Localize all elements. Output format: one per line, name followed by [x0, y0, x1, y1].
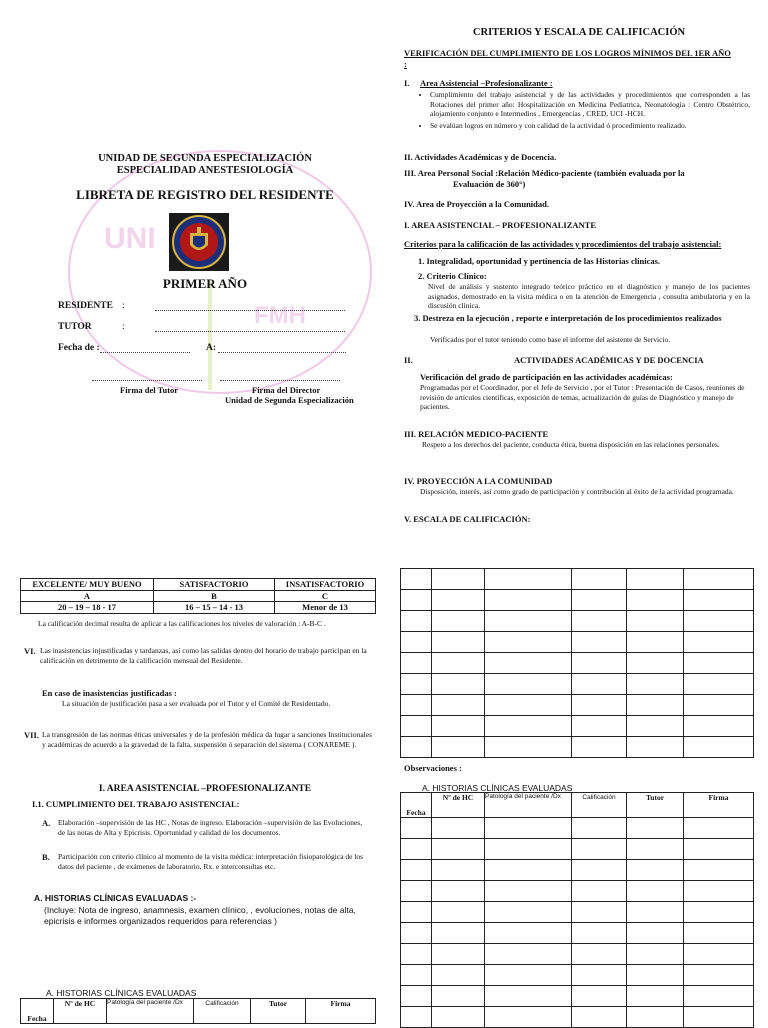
watermark-text-left: UNI	[104, 222, 156, 255]
sec-i-title: Area Asistencial –Profesionalizante :	[420, 78, 553, 88]
firma-director-label: Firma del Director	[252, 385, 321, 395]
hc-title: A. HISTORIAS CLÍNICAS EVALUADAS :-	[34, 893, 197, 903]
col-tutor-left: Tutor	[251, 999, 306, 1024]
grid-row	[401, 632, 754, 653]
col-hc-left: Nº de HC	[54, 999, 107, 1024]
cover-unit-line2: ESPECIALIDAD ANESTESIOLOGÍA	[116, 165, 294, 176]
assist-title: I. AREA ASISTENCIAL –PROFESIONALIZANTE	[98, 784, 312, 794]
sec-v-title: V. ESCALA DE CALIFICACIÓN:	[404, 514, 531, 524]
scale-note: La calificación decimal resulta de aplicar a las calificaciones los niveles de valoración : A-B-C .	[38, 619, 326, 628]
justified-text: La situación de justificación pasa a ser evaluada por el Tutor y el Comité de Residentado.	[62, 699, 331, 708]
criterion-1: 1. Integralidad, oportunidad y pertinencia de las Historias clínicas.	[418, 256, 661, 266]
table-row	[401, 986, 754, 1007]
residente-colon: :	[122, 301, 125, 311]
sec-ii-title: ACTIVIDADES ACADÉMICAS Y DE DOCENCIA	[514, 355, 704, 365]
table-row	[401, 923, 754, 944]
grid-row	[401, 611, 754, 632]
firma-tutor-line[interactable]	[92, 372, 202, 381]
item-b-label: B.	[42, 852, 50, 862]
table-row	[401, 860, 754, 881]
sec-vii-text: La transgresión de las normas éticas universales y de la profesión médica da lugar a sanciones Institucionales y académicas de acuerdo a la gravedad de la falta, suspensión ó separación del sistema ( CONAREME ).	[42, 730, 372, 749]
criterion-3: 3. Destreza en la ejecución , reporte e interpretación de los procedimientos realizados	[414, 313, 722, 323]
sec-i-bullet-2: • Se evalúan logros en número y con calidad de la actividad ó procedimiento realizado.	[430, 121, 750, 131]
scale-range-a: 20 – 19 – 18 - 17	[21, 602, 154, 614]
area-asistencial-title: I. AREA ASISTENCIAL – PROFESIONALIZANTE	[404, 220, 597, 230]
cover-year: PRIMER AÑO	[162, 276, 248, 291]
cover-unit-line1: UNIDAD DE SEGUNDA ESPECIALIZACIÓN	[98, 153, 312, 164]
criterion-2-text: Nivel de análisis y sustento integrado teórico práctico en el diagnóstico y manejo de los pacientes asignados, demostrado en la visita médica o en la atención de Emergencia , consulta ambulatoria y en la discusión clínica.	[428, 282, 750, 310]
hc-note: (Incluye: Nota de ingreso, anamnesis, examen clínico, , evoluciones, notas de alta, epicrisis e informes organizados requeridos para referencias )	[44, 905, 356, 926]
sec-ii-line: II. Actividades Académicas y de Docencia.	[404, 152, 557, 162]
sec-i-num: I.	[404, 78, 410, 88]
sec-iii-text: Respeto a los derechos del paciente, conducta ética, buena disposición en las relaciones personales.	[422, 440, 720, 449]
scale-range-c: Menor de 13	[275, 602, 376, 614]
table-row	[401, 965, 754, 986]
col-tutor-right: Tutor	[627, 793, 684, 818]
col-fecha-right: Fecha	[401, 793, 432, 818]
grid-row	[401, 716, 754, 737]
table-row	[401, 839, 754, 860]
grid-row	[401, 590, 754, 611]
sec-iii-line1: III. Area Personal Social :Relación Médico-paciente (también evaluada por la	[404, 168, 685, 178]
sec-iii-title: III. RELACIÓN MEDICO-PACIENTE	[404, 429, 549, 439]
criteria-title: CRITERIOS Y ESCALA DE CALIFICACIÓN	[472, 27, 686, 38]
col-hc-right: Nº de HC	[432, 793, 485, 818]
hc-table-left	[20, 998, 376, 1024]
scale-header-a: EXCELENTE/ MUY BUENO	[21, 579, 154, 591]
table-row	[401, 818, 754, 839]
scale-header-c: INSATISFACTORIO	[275, 579, 376, 591]
table-row	[401, 1007, 754, 1028]
criterion-3-text: Verificados por el tutor teniendo como base el informe del asistente de Servicio.	[430, 335, 671, 344]
watermark-staff	[208, 280, 212, 390]
table-row	[401, 902, 754, 923]
tutor-field[interactable]	[155, 321, 345, 332]
col-cal-left: Calificación	[194, 999, 251, 1024]
grid-row	[401, 569, 754, 590]
justified-title: En caso de inasistencias justificadas :	[42, 688, 177, 698]
col-pat-left: Patología del paciente /Dx	[107, 999, 194, 1024]
cover-title: LIBRETA DE REGISTRO DEL RESIDENTE	[76, 187, 334, 202]
tutor-label: TUTOR	[58, 322, 92, 332]
sec-vi-text: Las inasistencias injustificadas y tardanzas, así como las salidas dentro del horario de trabajo participan en la calificación en detrimento de la calificación mensual del Residente.	[40, 646, 367, 665]
sec-i-bullets	[418, 90, 750, 130]
hc-table-right	[400, 792, 754, 1028]
empty-grid-table	[400, 568, 754, 758]
fecha-from-field[interactable]	[100, 342, 190, 353]
table-caption-right: A. HISTORIAS CLÍNICAS EVALUADAS	[422, 783, 573, 793]
scale-letter-a: A	[21, 590, 154, 602]
grid-row	[401, 737, 754, 758]
sec-ii-subtitle: Verificación del grado de participación en las actividades académicas:	[420, 372, 673, 382]
col-pat-right: Patología del paciente /Dx	[485, 793, 572, 818]
observaciones-label: Observaciones :	[404, 763, 462, 773]
firma-director-unit: Unidad de Segunda Especialización	[225, 395, 354, 405]
sec-iv-line: IV. Area de Proyección a la Comunidad.	[404, 199, 549, 209]
col-cal-right: Calificación	[572, 793, 627, 818]
grading-scale-table	[20, 578, 376, 614]
firma-director-line[interactable]	[220, 372, 340, 381]
grid-row	[401, 653, 754, 674]
fecha-to-label: A:	[206, 343, 217, 353]
item-a-text: Elaboración –supervisión de las HC , Notas de ingreso. Elaboración –supervisión de las Evoluciones, de las notas de Alta y Epicrisis. Oportunidad y calidad de los documentos.	[58, 818, 363, 837]
grid-row	[401, 695, 754, 716]
i1-title: I.1. CUMPLIMIENTO DEL TRABAJO ASISTENCIAL:	[32, 799, 240, 809]
sec-iv-text: Disposición, interés, así como grado de participación y contribución al éxito de la actividad programada.	[420, 487, 734, 496]
criteria-calificacion-title: Criterios para la calificación de las actividades y procedimientos del trabajo asistencial:	[404, 239, 722, 249]
tutor-colon: :	[122, 322, 125, 332]
residente-label: RESIDENTE	[58, 301, 113, 311]
table-row	[401, 944, 754, 965]
verification-title: VERIFICACIÓN DEL CUMPLIMIENTO DE LOS LOGROS MÍNIMOS DEL 1ER AÑO :	[404, 48, 731, 69]
col-firma-left: Firma	[306, 999, 376, 1024]
table-row	[401, 881, 754, 902]
item-a-label: A.	[42, 818, 51, 828]
sec-ii-num: II.	[404, 355, 413, 365]
watermark-text-right: FMH	[254, 302, 306, 329]
criterion-2: 2. Criterio Clínico:	[418, 271, 487, 281]
sec-iii-line2: Evaluación de 360°)	[453, 179, 526, 189]
sec-i-bullet-1: • Cumplimiento del trabajo asistencial y de las actividades y procedimientos que corresponden a las Rotaciones del primer año: Hospitalización en Medicina Pediatrica, Neonatología : Centro Obstétrico, alojamiento conjunto e Intermedios , Emergencias , CRED, UCI -HCH.	[430, 90, 750, 119]
item-b-text: Participación con criterio clínico al momento de la visita médica: interpretación fisiopatológica de los datos del paciente , de exámenes de laboratorio, Rx. e interconsultas etc.	[58, 852, 364, 871]
scale-header-b: SATISFACTORIO	[154, 579, 275, 591]
residente-field[interactable]	[155, 300, 345, 311]
university-crest	[169, 213, 229, 271]
col-firma-right: Firma	[684, 793, 754, 818]
scale-letter-c: C	[275, 590, 376, 602]
sec-vi-num: VI.	[24, 646, 36, 656]
firma-tutor-label: Firma del Tutor	[120, 385, 179, 395]
sec-ii-text: Programadas por el Coordinador, por el Jefe de Servicio , por el Tutor : Presentación de Casos, reuniones de revisión de artículos científicas, exposición de temas, actualización de guías de Diagnóstico y manejo de pacientes.	[420, 383, 745, 411]
fecha-label: Fecha de :	[58, 343, 100, 353]
scale-range-b: 16 – 15 – 14 - 13	[154, 602, 275, 614]
grid-row	[401, 674, 754, 695]
fecha-to-field[interactable]	[218, 342, 346, 353]
scale-letter-b: B	[154, 590, 275, 602]
col-fecha-left: Fecha	[21, 999, 54, 1024]
sec-vii-num: VII.	[24, 730, 39, 740]
sec-iv-title: IV. PROYECCIÓN A LA COMUNIDAD	[404, 476, 553, 486]
table-caption-left: A. HISTORIAS CLÍNICAS EVALUADAS	[46, 988, 197, 998]
